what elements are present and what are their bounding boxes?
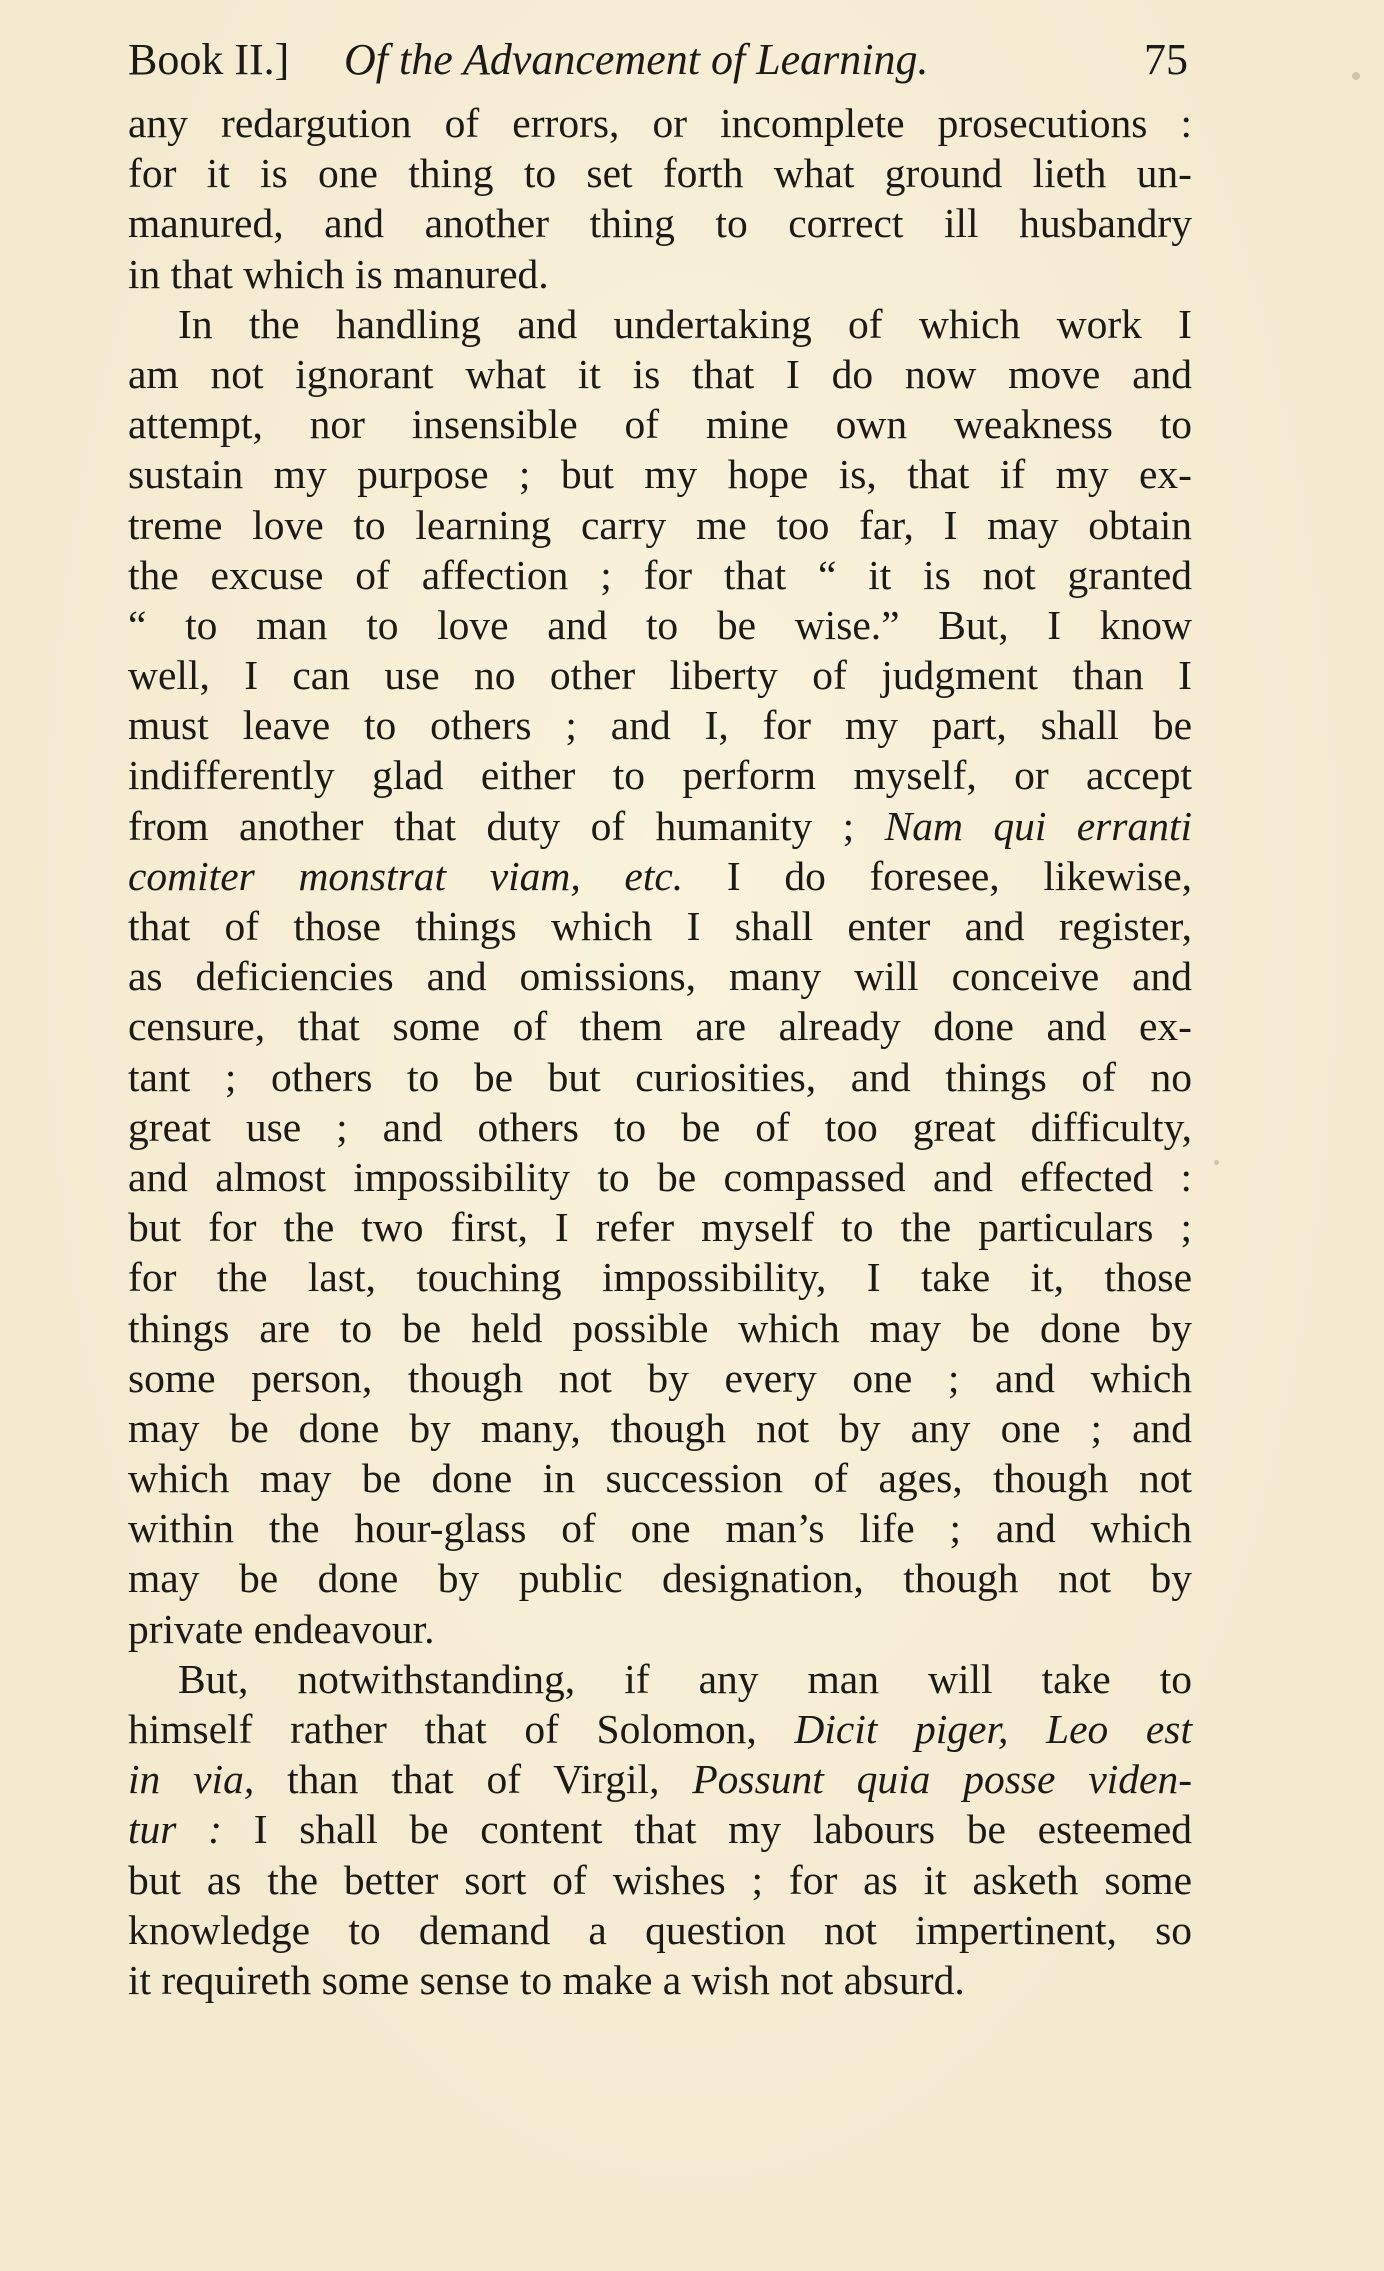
text-line: indifferently glad either to perform myself, or accept [128,752,1192,799]
text-line: treme love to learning carry me too far, I may obtain [128,501,1192,548]
text-line: but as the better sort of wishes ; for as it asketh some [128,1856,1192,1903]
paper-speck [1352,72,1360,80]
text-line: and almost impossibility to be compassed and effected : [128,1153,1192,1200]
text-line: may be done by many, though not by any one ; and [128,1404,1192,1451]
book-section: Book II.] [128,35,290,84]
latin-quote: Possunt quia posse viden- [692,1756,1193,1803]
text-line: but for the two first, I refer myself to the particulars ; [128,1204,1192,1251]
latin-quote: Nam qui erranti [884,802,1193,849]
text-span: I shall be content that my labours be esteemed [253,1806,1193,1853]
text-line: within the hour-glass of one man’s life ; and which [128,1505,1192,1552]
text-line: knowledge to demand a question not impertinent, so [128,1906,1192,1953]
text-line-mixed [128,1754,1192,1804]
text-line: “ to man to love and to be wise.” But, I know [128,601,1192,648]
text-span: than that of Virgil, [287,1756,660,1803]
text-line: well, I can use no other liberty of judgment than I [128,652,1192,699]
text-line: any redargution of errors, or incomplete prosecutions : [128,100,1192,146]
text-span: from another that duty of humanity ; [128,802,855,849]
text-line: In the handling and undertaking of which work I [178,300,1192,347]
latin-quote: in via, [128,1756,255,1803]
text-line: sustain my purpose ; but my hope is, that if my ex- [128,451,1192,498]
text-line: censure, that some of them are already done and ex- [128,1003,1192,1050]
text-line: some person, though not by every one ; and which [128,1354,1192,1401]
text-line: which may be done in succession of ages, though not [128,1455,1192,1502]
text-line-mixed [128,801,1192,851]
running-header [128,30,1188,90]
text-line-mixed [128,851,1192,901]
text-line: But, notwithstanding, if any man will take to [178,1655,1192,1702]
text-line: attempt, nor insensible of mine own weakness to [128,401,1192,448]
text-line-mixed [128,1704,1192,1754]
text-span: I do foresee, likewise, [726,852,1193,899]
latin-quote: Dicit piger, Leo est [794,1706,1192,1752]
page-body [128,98,1192,2005]
text-line: it requireth some sense to make a wish not absurd. [128,1956,965,2003]
text-line: for the last, touching impossibility, I take it, those [128,1254,1192,1301]
page-number: 75 [1144,35,1188,84]
running-title: Of the Advancement of Learning. [344,35,929,84]
paper-speck [1214,1160,1219,1165]
text-line: in that which is manured. [128,250,549,297]
text-line: am not ignorant what it is that I do now move and [128,350,1192,397]
text-line-mixed [128,1804,1192,1854]
text-line: great use ; and others to be of too great difficulty, [128,1103,1192,1150]
text-span: himself rather that of Solomon, [128,1706,757,1752]
text-line: manured, and another thing to correct ill husbandry [128,200,1192,247]
text-line: the excuse of affection ; for that “ it is not granted [128,551,1192,598]
text-line: as deficiencies and omissions, many will conceive and [128,953,1192,1000]
latin-quote: tur : [128,1806,222,1853]
text-line: that of those things which I shall enter and register, [128,903,1192,949]
text-line: must leave to others ; and I, for my part, shall be [128,702,1192,749]
text-line: private endeavour. [128,1605,435,1652]
text-line: for it is one thing to set forth what ground lieth un- [128,150,1192,197]
text-line: things are to be held possible which may be done by [128,1304,1192,1351]
latin-quote: comiter monstrat viam, etc. [128,852,684,899]
text-line: tant ; others to be but curiosities, and things of no [128,1053,1192,1100]
text-line: may be done by public designation, though not by [128,1555,1192,1602]
